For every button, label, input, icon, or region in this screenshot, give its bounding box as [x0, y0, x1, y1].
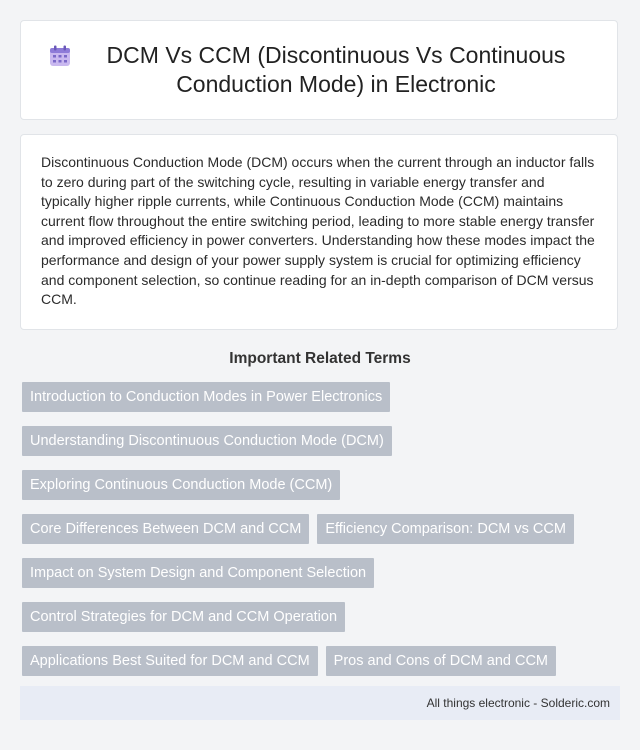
footer-credit[interactable]: All things electronic - Solderic.com — [426, 696, 610, 710]
related-term-tag[interactable]: Introduction to Conduction Modes in Power Electronics — [22, 382, 390, 412]
title-wrap — [49, 41, 589, 99]
related-terms-heading: Important Related Terms — [229, 350, 411, 367]
intro-paragraph: Discontinuous Conduction Mode (DCM) occurs when the current through an inductor falls to zero during part of the switching cycle, resulting in variable energy transfer and typically higher ripple currents, while Continuous Conduction Mode (CCM) maintains current flow throughout the entire switching period, leading to more stable energy transfer and improved efficiency in power converters. Understanding how these modes impact the performance and design of your power supply system is crucial for optimizing efficiency and component selection, so continue reading for an in-depth comparison of DCM versus CCM. — [41, 154, 595, 308]
related-term-tag[interactable]: Applications Best Suited for DCM and CCM — [22, 646, 318, 676]
calendar-icon — [49, 45, 71, 67]
related-term-tag[interactable]: Efficiency Comparison: DCM vs CCM — [317, 514, 574, 544]
related-term-tag[interactable]: Exploring Continuous Conduction Mode (CCM) — [22, 470, 340, 500]
related-term-tag[interactable]: Pros and Cons of DCM and CCM — [326, 646, 556, 676]
page-title: DCM Vs CCM (Discontinuous Vs Continuous Conduction Mode) in Electronic — [106, 42, 566, 97]
related-terms-list — [22, 382, 622, 720]
related-term-tag[interactable]: Impact on System Design and Component Selection — [22, 558, 374, 588]
related-term-tag[interactable]: Understanding Discontinuous Conduction Mode (DCM) — [22, 426, 392, 456]
related-term-tag[interactable]: Core Differences Between DCM and CCM — [22, 514, 309, 544]
related-term-tag[interactable]: Control Strategies for DCM and CCM Operation — [22, 602, 345, 632]
footer — [20, 686, 620, 720]
title-card — [20, 20, 618, 120]
intro-card — [20, 134, 618, 330]
